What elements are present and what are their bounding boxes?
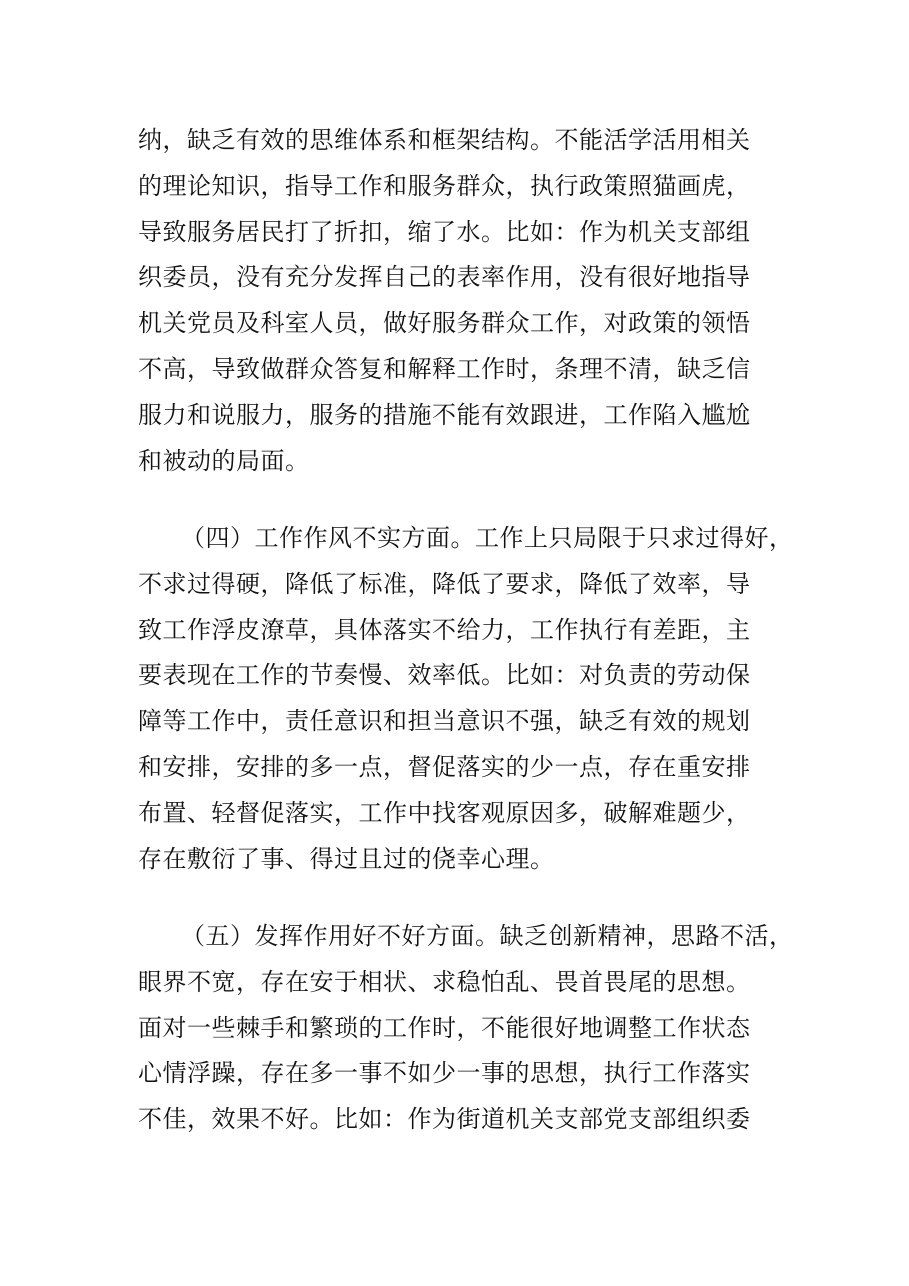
text-line: 存在敷衍了事、得过且过的侥幸心理。 <box>138 844 555 873</box>
text-line: 布置、轻督促落实，工作中找客观原因多，破解难题少， <box>138 798 751 827</box>
text-line: 致工作浮皮潦草，具体落实不给力，工作执行有差距，主 <box>138 615 751 644</box>
text-line: 织委员，没有充分发挥自己的表率作用，没有很好地指导 <box>138 263 751 292</box>
text-line: 导致服务居民打了折扣，缩了水。比如：作为机关支部组 <box>138 217 751 246</box>
text-line: 要表现在工作的节奏慢、效率低。比如：对负责的劳动保 <box>138 661 751 690</box>
text-line: 和安排，安排的多一点，督促落实的少一点，存在重安排 <box>138 752 751 781</box>
text-line: 心情浮躁，存在多一事不如少一事的思想，执行工作落实 <box>138 1059 751 1088</box>
paragraph-work-style <box>138 516 798 882</box>
text-line: 服力和说服力，服务的措施不能有效跟进，工作陷入尴尬 <box>138 400 751 429</box>
text-line-first: （五）发挥作用好不好方面。缺乏创新精神，思路不活， <box>181 922 794 950</box>
text-line: 眼界不宽，存在安于相状、求稳怕乱、畏首畏尾的思想。 <box>138 967 751 996</box>
text-line: 不高，导致做群众答复和解释工作时，条理不清，缺乏信 <box>138 354 751 383</box>
text-line-first: （四）工作作风不实方面。工作上只局限于只求过得好， <box>181 524 794 552</box>
text-line: 和被动的局面。 <box>138 446 310 475</box>
text-line: 机关党员及科室人员，做好服务群众工作，对政策的领悟 <box>138 309 751 338</box>
paragraph-continuation <box>138 118 798 484</box>
text-line: 的理论知识，指导工作和服务群众，执行政策照猫画虎， <box>138 171 751 200</box>
text-line: 不佳，效果不好。比如：作为街道机关支部党支部组织委 <box>138 1105 751 1134</box>
text-line: 面对一些棘手和繁琐的工作时，不能很好地调整工作状态 <box>138 1013 751 1042</box>
text-line: 不求过得硬，降低了标准，降低了要求，降低了效率，导 <box>138 569 751 598</box>
paragraph-role-performance <box>138 914 798 1143</box>
text-line: 纳，缺乏有效的思维体系和框架结构。不能活学活用相关 <box>138 126 751 154</box>
text-line: 障等工作中，责任意识和担当意识不强，缺乏有效的规划 <box>138 707 751 736</box>
